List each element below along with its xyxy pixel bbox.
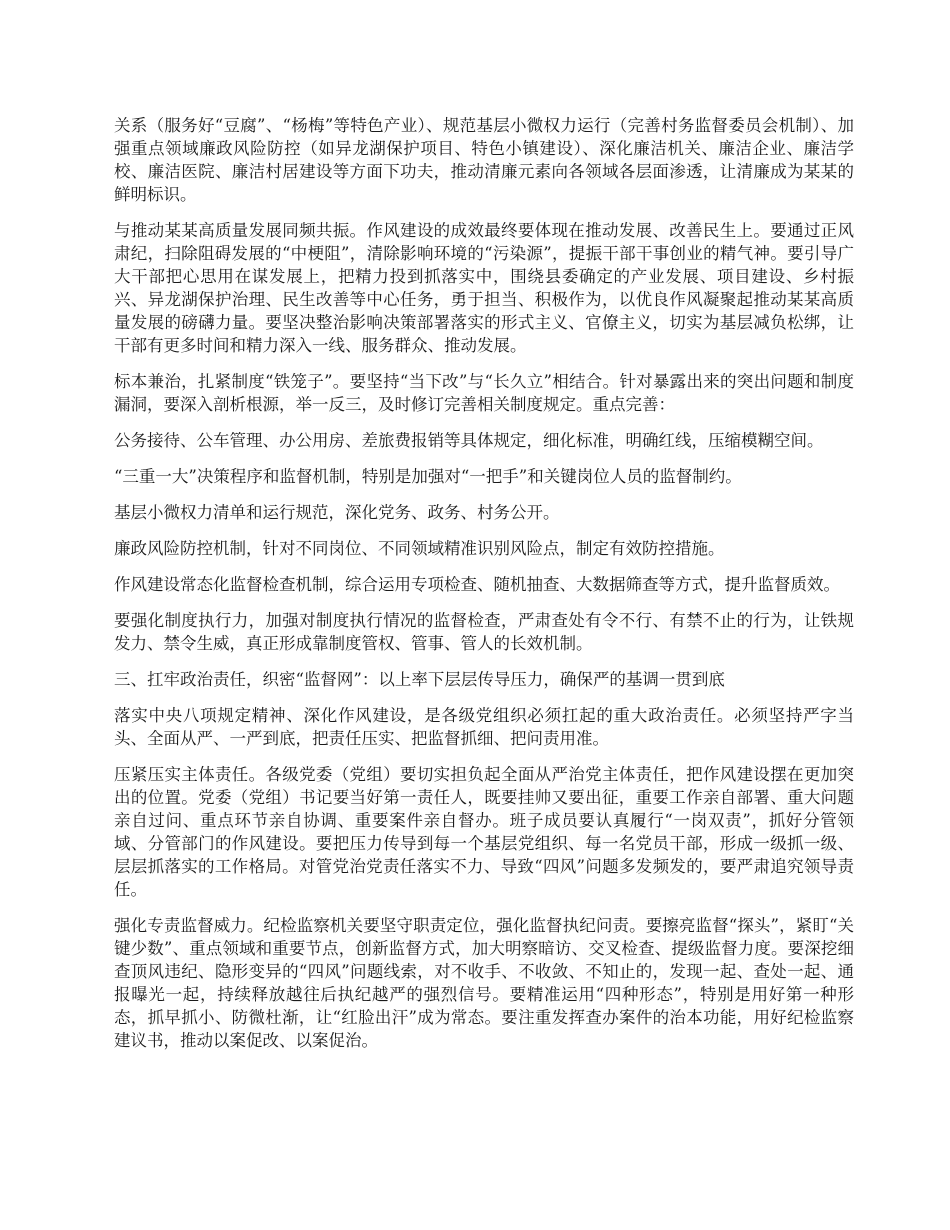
list-item: 作风建设常态化监督检查机制，综合运用专项检查、随机抽查、大数据筛查等方式，提升监督质效。 — [114, 575, 840, 594]
section-heading: 三、扛牢政治责任，织密“监督网”：以上率下层层传导压力，确保严的基调一贯到底 — [114, 670, 725, 689]
paragraph: 标本兼治，扎紧制度“铁笼子”。要坚持“当下改”与“长久立”相结合。针对暴露出来的突出问题和制度漏洞，要深入剖析根源，举一反三，及时修订完善相关制度规定。重点完善： — [114, 372, 854, 414]
paragraph: 压紧压实主体责任。各级党委（党组）要切实担负起全面从严治党主体责任，把作风建设摆在更加突出的位置。党委（党组）书记要当好第一责任人，既要挂帅又要出征，重要工作亲自部署、重大问题亲自过问、重点环节亲自协调、重要案件亲自督办。班子成员要认真履行“一岗双责”，抓好分管领域、分管部门的作风建设。要把压力传导到每一个基层党组织、每一名党员干部，形成一级抓一级、层层抓落实的工作格局。对管党治党责任落实不力、导致“四风”问题多发频发的，要严肃追究领导责任。 — [114, 765, 854, 899]
list-item: “三重一大”决策程序和监督机制，特别是加强对“一把手”和关键岗位人员的监督制约。 — [114, 467, 742, 486]
list-item: 廉政风险防控机制，针对不同岗位、不同领域精准识别风险点，制定有效防控措施。 — [114, 539, 725, 558]
paragraph: 落实中央八项规定精神、深化作风建设，是各级党组织必须扛起的重大政治责任。必须坚持严字当头、全面从严、一严到底，把责任压实、把监督抓细、把问责用准。 — [114, 706, 854, 748]
list-item: 基层小微权力清单和运行规范，深化党务、政务、村务公开。 — [114, 503, 560, 522]
paragraph: 要强化制度执行力，加强对制度执行情况的监督检查，严肃查处有令不行、有禁不止的行为，让铁规发力、禁令生威，真正形成靠制度管权、管事、管人的长效机制。 — [114, 611, 854, 653]
document-page — [114, 114, 854, 1065]
paragraph: 与推动某某高质量发展同频共振。作风建设的成效最终要体现在推动发展、改善民生上。要通过正风肃纪，扫除阻碍发展的“中梗阻”，清除影响环境的“污染源”，提振干部干事创业的精气神。要引导广大干部把心思用在谋发展上，把精力投到抓落实中，围绕县委确定的产业发展、项目建设、乡村振兴、异龙湖保护治理、民生改善等中心任务，勇于担当、积极作为，以优良作风凝聚起推动某某高质量发展的磅礴力量。要坚决整治影响决策部署落实的形式主义、官僚主义，切实为基层减负松绑，让干部有更多时间和精力深入一线、服务群众、推动发展。 — [114, 221, 854, 355]
paragraph: 强化专责监督威力。纪检监察机关要坚守职责定位，强化监督执纪问责。要擦亮监督“探头”，紧盯“关键少数”、重点领域和重要节点，创新监督方式，加大明察暗访、交叉检查、提级监督力度。要深挖细查顶风违纪、隐形变异的“四风”问题线索，对不收手、不收敛、不知止的，发现一起、查处一起、通报曝光一起，持续释放越往后执纪越严的强烈信号。要精准运用“四种形态”，特别是用好第一种形态，抓早抓小、防微杜渐，让“红脸出汗”成为常态。要注重发挥查办案件的治本功能，用好纪检监察建议书，推动以案促改、以案促治。 — [114, 916, 854, 1050]
list-item: 公务接待、公车管理、办公用房、差旅费报销等具体规定，细化标准，明确红线，压缩模糊空间。 — [114, 431, 824, 450]
paragraph: 关系（服务好“豆腐”、“杨梅”等特色产业）、规范基层小微权力运行（完善村务监督委员会机制）、加强重点领域廉政风险防控（如异龙湖保护项目、特色小镇建设）、深化廉洁机关、廉洁企业、廉洁学校、廉洁医院、廉洁村居建设等方面下功夫，推动清廉元素向各领域各层面渗透，让清廉成为某某的鲜明标识。 — [114, 116, 854, 204]
